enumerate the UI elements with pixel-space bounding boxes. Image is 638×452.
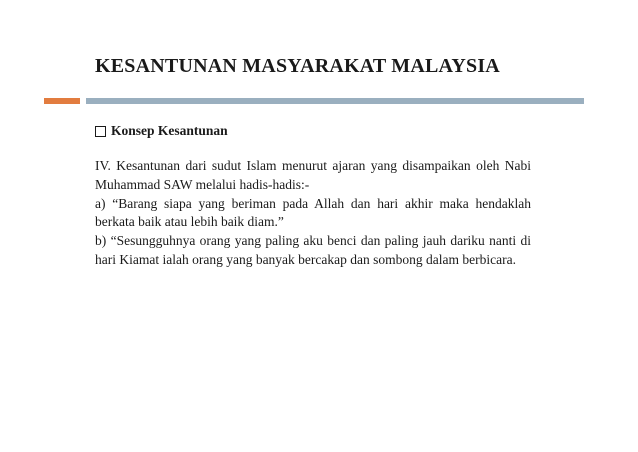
body-text [95,157,531,270]
point-b: b) “Sesungguhnya orang yang paling aku benci dan paling jauh dariku nanti di hari Kiamat ialah orang yang banyak bercakap dan sombong dalam berbicara. [95,233,531,267]
section-heading-label: Konsep Kesantunan [111,123,228,138]
slide-title: KESANTUNAN MASYARAKAT MALAYSIA [95,55,500,77]
title-divider [44,98,584,104]
paragraph-intro: IV. Kesantunan dari sudut Islam menurut ajaran yang disampaikan oleh Nabi Muhammad SAW melalui hadis-hadis:- [95,158,531,192]
point-a: a) “Barang siapa yang beriman pada Allah dan hari akhir maka hendaklah berkata baik atau lebih baik diam.” [95,195,531,230]
divider-accent-block [44,98,80,104]
section-heading [95,123,228,139]
divider-line [86,98,584,104]
checkbox-square-icon [95,126,106,137]
